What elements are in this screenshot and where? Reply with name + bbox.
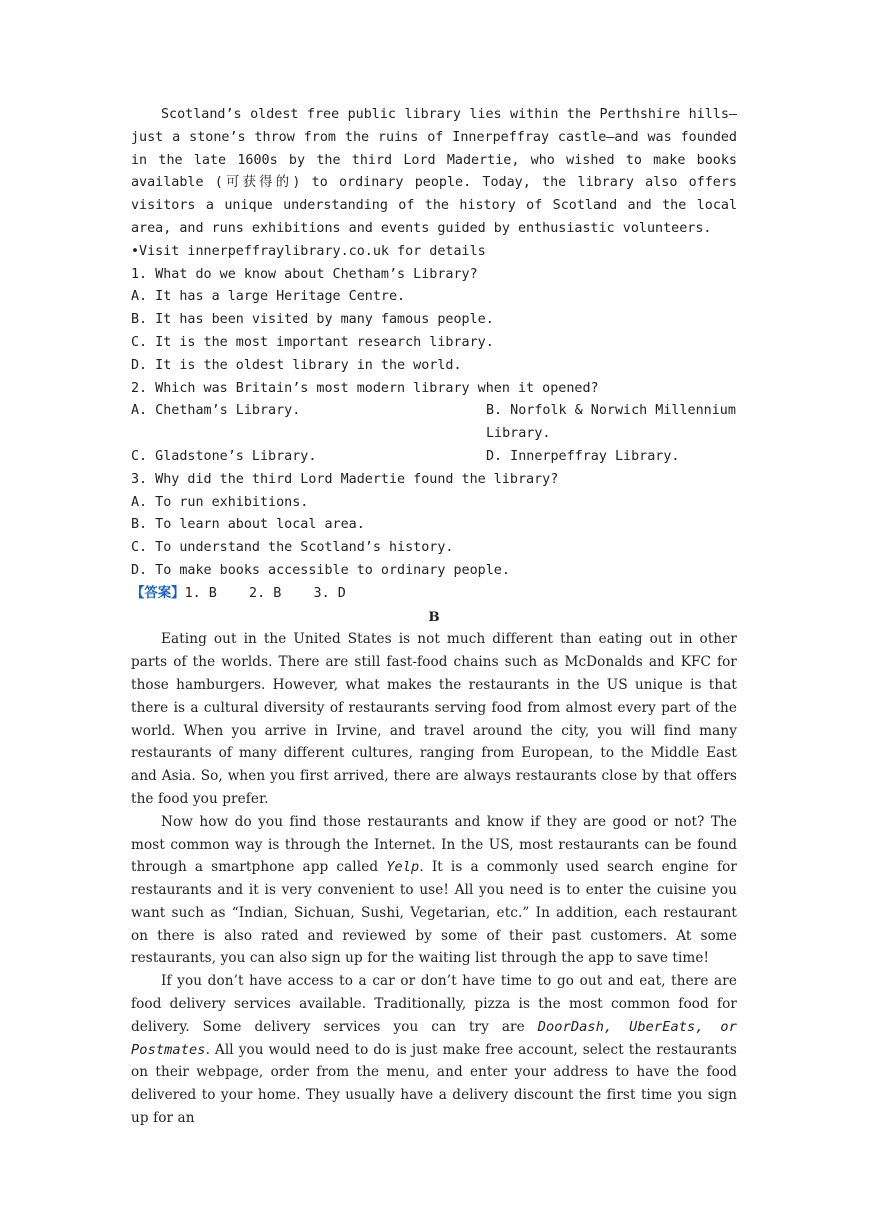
option-a: A. To run exhibitions. <box>131 494 309 510</box>
options-row-1 <box>131 400 737 446</box>
question-2 <box>131 378 737 469</box>
visit-line: •Visit innerpeffraylibrary.co.uk for details <box>131 243 486 259</box>
answer-line <box>131 583 737 606</box>
section-b-title: B <box>428 608 440 625</box>
passage-b-paragraph-1: Eating out in the United States is not much different than eating out in other parts of the worlds. There are still fast-food chains such as McDonalds and KFC for those hamburgers. However, what makes the restaurants in the US unique is that there is a cultural diversity of restaurants serving food from almost every part of the world. When you arrive in Irvine, and travel around the city, you will find many restaurants of many different cultures, ranging from European, to the Middle East and Asia. So, when you first arrived, there are always restaurants close by that offers the food you prefer. <box>131 631 737 807</box>
option-c: C. Gladstone’s Library. <box>131 448 317 464</box>
option-c: C. To understand the Scotland’s history. <box>131 540 454 556</box>
document-page <box>131 104 737 1130</box>
option-c: C. It is the most important research library. <box>131 334 494 350</box>
app-name: Yelp <box>386 859 420 876</box>
paragraph-text: . It is a commonly used search engine for restaurants and it is very convenient to use! All you need is to enter the cuisine you want such as “Indian, Sichuan, Sushi, Vegetarian, etc.” In addition, each restaurant on there is also rated and reviewed by some of their past customers. At some restaurants, you can also sign up for the waiting list through the app to save time! <box>131 859 737 967</box>
paragraph-text: Now how do you find those restaurants and know if they are good or not? The most common way is through the Internet. In the US, most restaurants can be found through a smartphone app called <box>131 813 737 876</box>
passage-b-paragraph-2 <box>131 811 737 971</box>
question-1 <box>131 264 737 378</box>
question-3 <box>131 469 737 583</box>
option-d: D. Innerpeffray Library. <box>486 448 680 464</box>
option-b: B. To learn about local area. <box>131 517 365 533</box>
passage-b-paragraph-3 <box>131 970 737 1130</box>
passage-b <box>131 628 737 1130</box>
answer-tag: 【答案】 <box>131 585 185 601</box>
question-stem: 2. Which was Britain’s most modern library when it opened? <box>131 380 599 396</box>
paragraph-text: If you don’t have access to a car or don’t have time to go out and eat, there are food delivery services available. Traditionally, pizza is the most common food for delivery. Some delivery services you can try are <box>131 973 737 1035</box>
option-d: D. It is the oldest library in the world. <box>131 357 462 373</box>
option-d: D. To make books accessible to ordinary people. <box>131 562 510 578</box>
delivery-services: DoorDash, UberEats, or Postmates <box>131 1018 737 1058</box>
paragraph-text: . All you would need to do is just make free account, select the restaurants on their webpage, order from the menu, and enter your address to have the food delivered to your home. They usually have a delivery discount the first time you sign up for an <box>131 1041 737 1127</box>
option-a: A. It has a large Heritage Centre. <box>131 289 406 305</box>
option-b: B. It has been visited by many famous people. <box>131 312 494 328</box>
answer-text: 1. B 2. B 3. D <box>184 585 346 601</box>
options-row-2 <box>131 446 737 469</box>
option-a: A. Chetham’s Library. <box>131 403 301 419</box>
passage-a-paragraph: Scotland’s oldest free public library lies within the Perthshire hills—just a stone’s throw from the ruins of Innerpeffray castle—and was founded in the late 1600s by the third Lord Madertie, who wished to make books available (可获得的) to ordinary people. Today, the library also offers visitors a unique understanding of the history of Scotland and the local area, and runs exhibitions and events guided by enthusiastic volunteers. <box>131 107 737 236</box>
question-stem: 1. What do we know about Chetham’s Library? <box>131 266 478 282</box>
question-stem: 3. Why did the third Lord Madertie found the library? <box>131 471 559 487</box>
option-b: B. Norfolk & Norwich Millennium Library. <box>486 403 736 442</box>
